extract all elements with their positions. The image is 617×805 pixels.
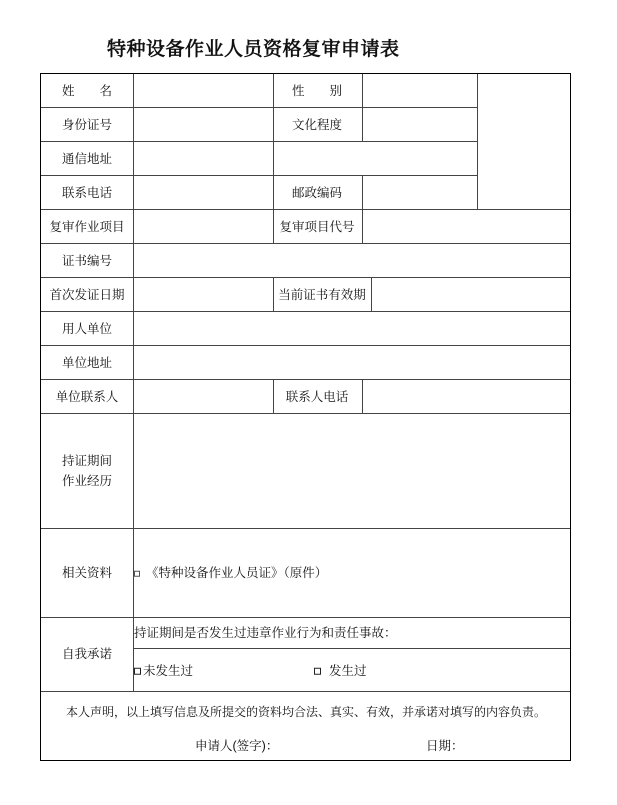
materials-checkbox-icon[interactable] — [134, 570, 140, 576]
option-no-text: 未发生过 — [143, 663, 194, 678]
signature-field[interactable] — [281, 734, 421, 756]
employer-address-field[interactable] — [134, 346, 570, 379]
id-number-field[interactable] — [134, 108, 273, 141]
commitment-question: 持证期间是否发生过违章作业行为和责任事故： — [134, 625, 397, 640]
signature-label: 申请人(签字)： — [195, 738, 279, 753]
first-issue-date-field[interactable] — [134, 278, 273, 311]
employer-label: 用人单位 — [61, 321, 113, 336]
experience-label-line1: 持证期间 — [61, 454, 113, 468]
form-title: 特种设备作业人员资格复审申请表 — [107, 38, 400, 60]
address-field[interactable] — [134, 142, 477, 175]
education-label: 文化程度 — [291, 117, 343, 132]
declaration-text: 本人声明，以上填写信息及所提交的资料均合法、真实、有效，并承诺对填写的内容负责。 — [65, 705, 547, 719]
gender-field[interactable] — [363, 74, 477, 107]
postcode-label: 邮政编码 — [291, 185, 343, 200]
date-field[interactable] — [464, 734, 564, 756]
cert-number-label: 证书编号 — [61, 253, 113, 268]
address-label: 通信地址 — [61, 151, 113, 166]
photo-area[interactable] — [478, 74, 570, 209]
review-item-label: 复审作业项目 — [49, 219, 125, 234]
name-field[interactable] — [134, 74, 273, 107]
experience-label — [62, 451, 112, 491]
materials-item[interactable] — [134, 567, 327, 580]
cert-valid-period-field[interactable] — [372, 278, 570, 311]
contact-phone-field[interactable] — [363, 380, 570, 413]
option-no[interactable] — [134, 665, 193, 678]
review-item-field[interactable] — [134, 210, 273, 243]
employer-contact-label: 单位联系人 — [55, 389, 119, 404]
date-label: 日期： — [426, 738, 464, 753]
materials-label: 相关资料 — [61, 565, 113, 580]
application-form-table — [40, 73, 571, 761]
gender-label: 性 别 — [291, 83, 343, 98]
experience-label-line2: 作业经历 — [61, 474, 113, 488]
postcode-field[interactable] — [363, 176, 477, 209]
review-code-label: 复审项目代号 — [279, 219, 355, 234]
commitment-label: 自我承诺 — [61, 646, 113, 661]
materials-item-text: 《特种设备作业人员证》（原件） — [146, 565, 328, 580]
experience-field[interactable] — [134, 414, 570, 528]
id-number-label: 身份证号 — [61, 117, 113, 132]
review-code-field[interactable] — [363, 210, 570, 243]
education-field[interactable] — [363, 108, 477, 141]
employer-contact-field[interactable] — [134, 380, 273, 413]
cert-valid-period-label: 当前证书有效期 — [278, 287, 366, 302]
first-issue-date-label: 首次发证日期 — [49, 287, 125, 302]
employer-field[interactable] — [134, 312, 570, 345]
name-label: 姓 名 — [61, 83, 113, 98]
cert-number-field[interactable] — [134, 244, 570, 277]
phone-field[interactable] — [134, 176, 273, 209]
option-yes-text: 发生过 — [329, 663, 367, 678]
phone-label: 联系电话 — [61, 185, 113, 200]
option-yes[interactable] — [314, 665, 367, 678]
option-yes-checkbox-icon[interactable] — [314, 668, 321, 675]
contact-phone-label: 联系人电话 — [285, 389, 349, 404]
employer-address-label: 单位地址 — [61, 355, 113, 370]
option-no-checkbox-icon[interactable] — [134, 668, 141, 675]
